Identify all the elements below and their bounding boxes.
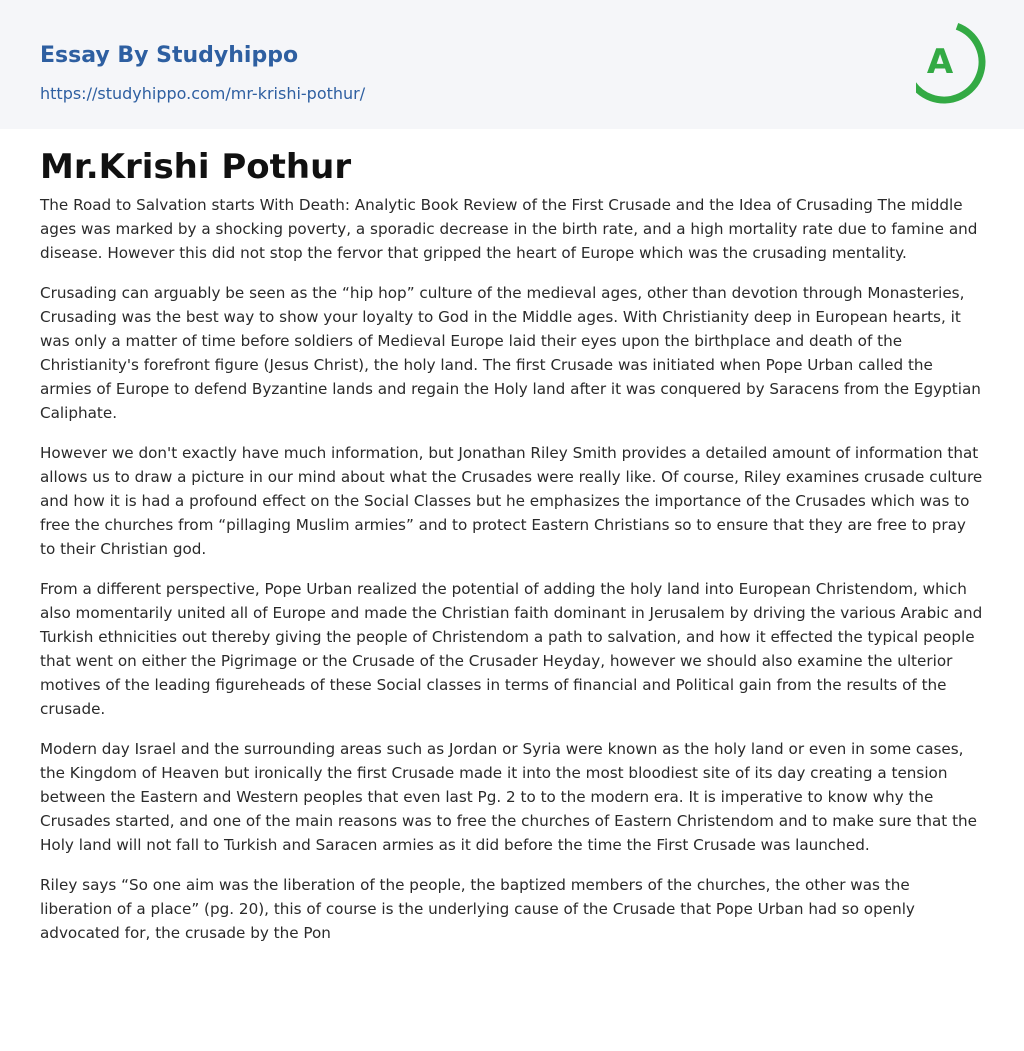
paragraph-6: Riley says “So one aim was the liberation of the people, the baptized members of the churches, the other was the liberation of a place” (pg. 20), this of course is the underlying cause of the Crusade that Pope Urban had so openly advocated for, the crusade by the Pon [40,876,915,942]
paragraph-5: Modern day Israel and the surrounding areas such as Jordan or Syria were known as the holy land or even in some cases, the Kingdom of Heaven but ironically the first Crusade made it into the most bloodiest site of its day creating a tension between the Eastern and Western peoples that even last Pg. 2 to to the modern era. It is imperative to know why the Crusades started, and one of the main reasons was to free the churches of Eastern Christendom and to make sure that the Holy land will not fall to Turkish and Saracen armies as it did before the time the First Crusade was launched. [40,740,977,854]
paragraph-4: From a different perspective, Pope Urban realized the potential of adding the holy land into European Christendom, which also momentarily united all of Europe and made the Christian faith dominant in Jerusalem by driving the various Arabic and Turkish ethnicities out thereby giving the people of Christendom a path to salvation, and how it effected the typical people that went on either the Pigrimage or the Crusade of the Crusader Heyday, however we should also examine the ulterior motives of the leading figureheads of these Social classes in terms of financial and Political gain from the results of the crusade. [40,580,983,718]
site-header [0,0,1024,129]
brand-title: Essay By Studyhippo [40,43,299,68]
studyhippo-logo-icon [916,18,986,106]
essay-url-link[interactable]: https://studyhippo.com/mr-krishi-pothur/ [40,84,366,103]
article [0,129,1024,945]
paragraph-3: However we don't exactly have much information, but Jonathan Riley Smith provides a detailed amount of information that allows us to draw a picture in our mind about what the Crusades were really like. Of course, Riley examines crusade culture and how it is had a profound effect on the Social Classes but he emphasizes the importance of the Crusades which was to free the churches from “pillaging Muslim armies” and to protect Eastern Christians so to ensure that they are free to pray to their Christian god. [40,444,983,558]
paragraph-1: The Road to Salvation starts With Death: Analytic Book Review of the First Crusade and the Idea of Crusading The middle ages was marked by a shocking poverty, a sporadic decrease in the birth rate, and a high mortality rate due to famine and disease. However this did not stop the fervor that gripped the heart of Europe which was the crusading mentality. [40,196,978,262]
paragraph-2: Crusading can arguably be seen as the “hip hop” culture of the medieval ages, other than devotion through Monasteries, Crusading was the best way to show your loyalty to God in the Middle ages. With Christianity deep in European hearts, it was only a matter of time before soldiers of Medieval Europe laid their eyes upon the birthplace and death of the Christianity's forefront figure (Jesus Christ), the holy land. The first Crusade was initiated when Pope Urban called the armies of Europe to defend Byzantine lands and regain the Holy land after it was conquered by Saracens from the Egyptian Caliphate. [40,284,981,422]
logo-letter: A [926,42,954,82]
page-title: Mr.Krishi Pothur [40,147,352,187]
